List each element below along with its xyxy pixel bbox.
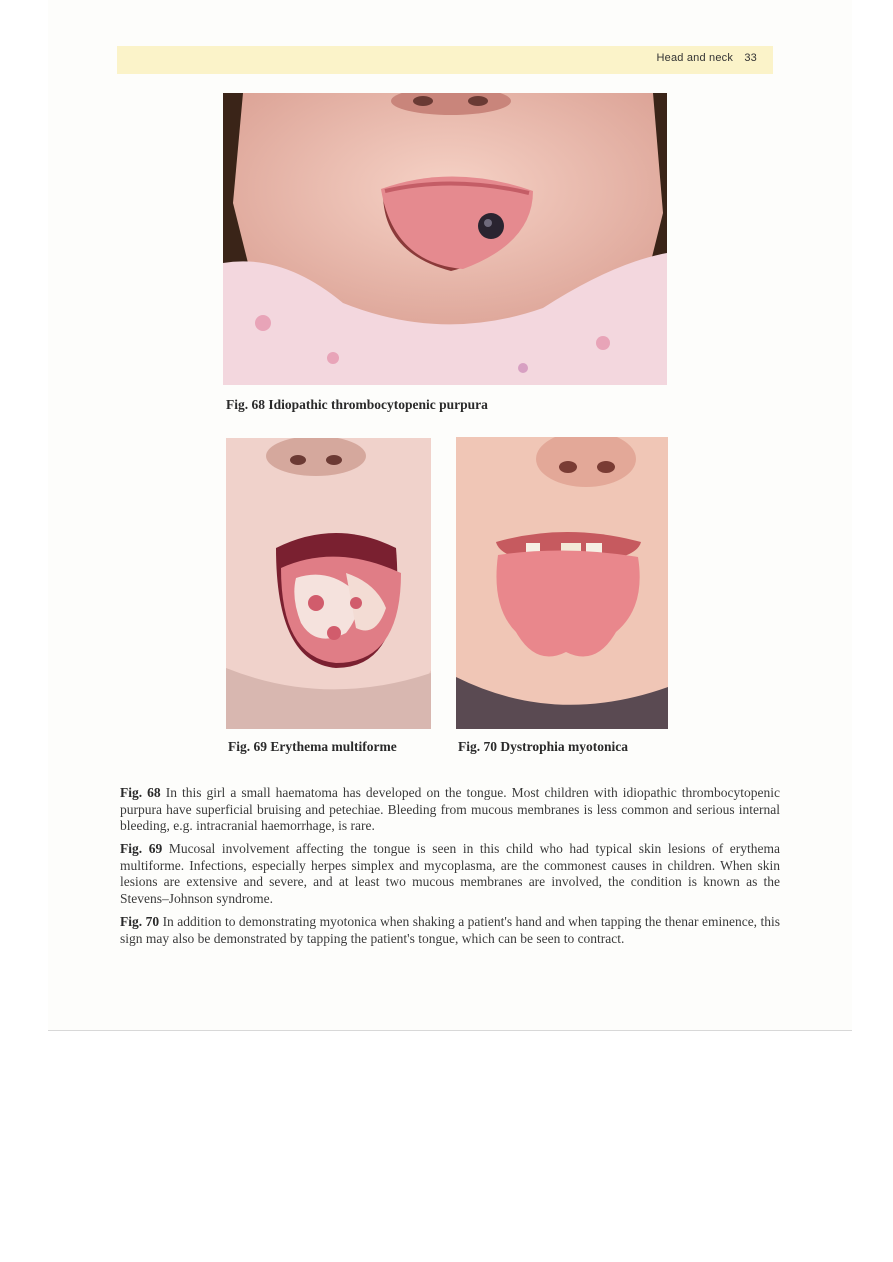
paragraph-fig70-text: In addition to demonstrating myotonica when shaking a patient's hand and when tapping the thenar eminence, this sign may also be demonstrated by tapping the patient's tongue, which can be seen to contract.	[120, 914, 781, 946]
fig70-title: Dystrophia myotonica	[500, 739, 629, 754]
running-header	[117, 46, 773, 74]
fig69-label: Fig. 69	[228, 739, 267, 754]
fig68-label: Fig. 68	[226, 397, 265, 412]
fig68-photo	[223, 93, 667, 385]
fig70-label: Fig. 70	[458, 739, 497, 754]
paragraph-fig68	[120, 785, 780, 835]
paragraph-fig69-text: Mucosal involvement affecting the tongue is seen in this child who had typical skin lesions of erythema multiforme. Infections, especially herpes simplex and mycoplasma, are the commonest causes in children. When skin lesions are extensive and severe, and at least two mucous membranes are involved, the condition is known as the Stevens–Johnson syndrome.	[120, 841, 781, 906]
paragraph-fig70-label: Fig. 70	[120, 914, 160, 929]
paragraph-fig69	[120, 841, 780, 907]
fig68-caption	[226, 397, 488, 413]
fig70-photo	[456, 437, 668, 729]
fig69-caption	[228, 739, 398, 755]
paragraph-fig68-label: Fig. 68	[120, 785, 161, 800]
section-title: Head and neck	[656, 52, 734, 64]
page-number: 33	[744, 52, 757, 64]
paragraph-fig69-label: Fig. 69	[120, 841, 163, 856]
fig69-photo	[226, 438, 431, 729]
fig68-title: Idiopathic thrombocytopenic purpura	[268, 397, 488, 412]
paragraph-fig68-text: In this girl a small haematoma has developed on the tongue. Most children with idiopathic thrombocytopenic purpura have superficial bruising and petechiae. Bleeding from mucous membranes is less common and serious internal bleeding, e.g. intracranial haemorrhage, is rare.	[120, 785, 781, 833]
fig69-title: Erythema multiforme	[270, 739, 397, 754]
fig70-caption	[458, 739, 628, 755]
paragraph-fig70	[120, 914, 780, 947]
